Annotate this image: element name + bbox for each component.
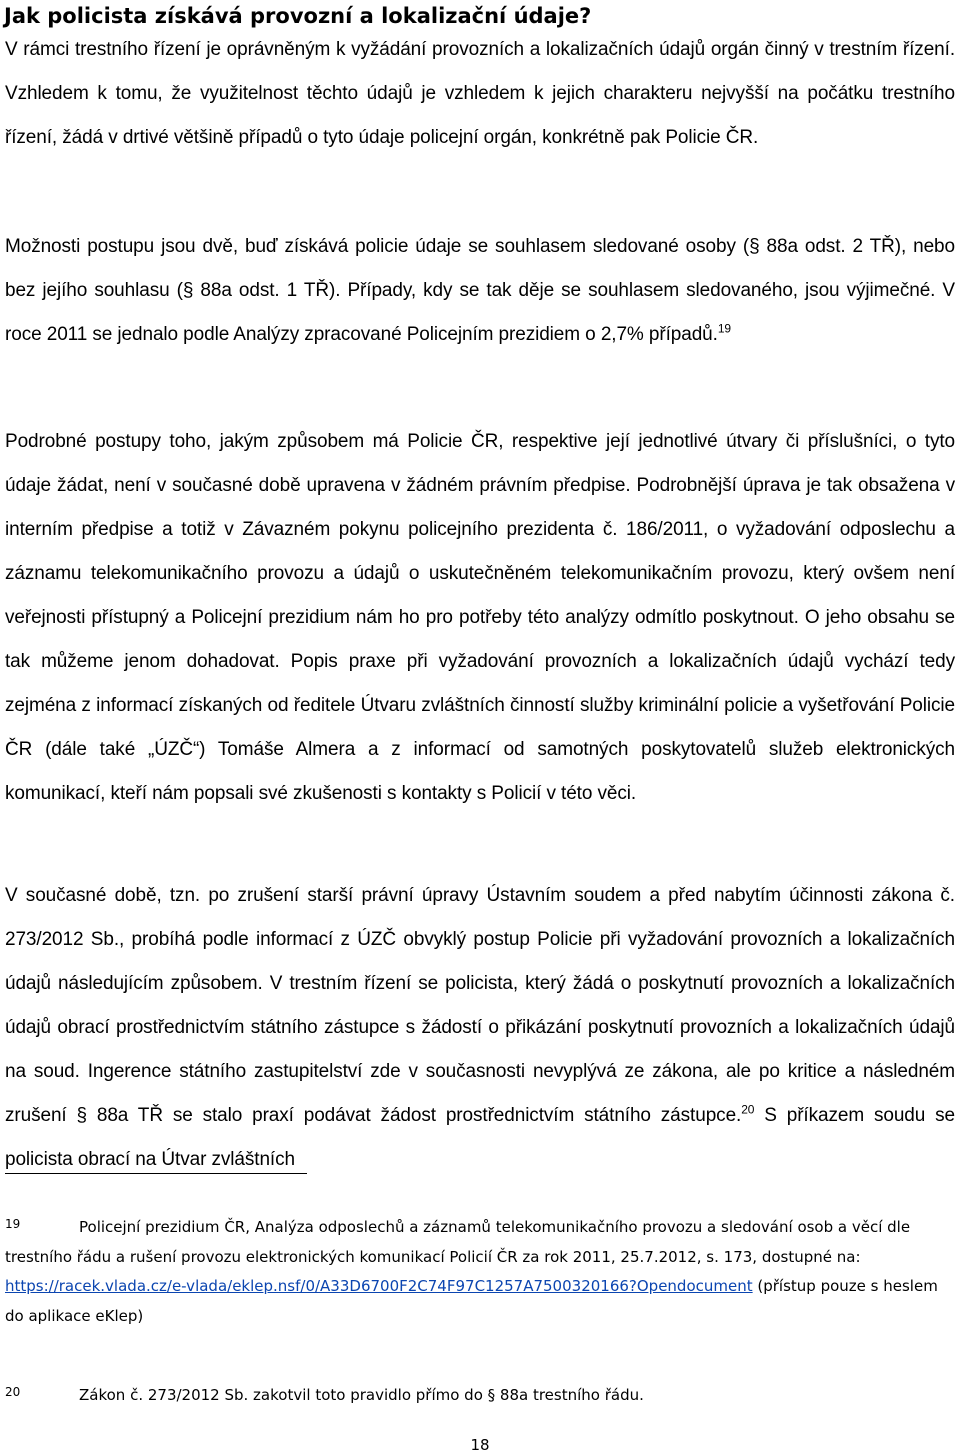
paragraph-2-text: Možnosti postupu jsou dvě, buď získává policie údaje se souhlasem sledované osoby (§ 88a odst. 2 TŘ), nebo bez jejího souhlasu (§ 88a odst. 1 TŘ). Případy, kdy se tak děje se souhlasem sledovaného, jsou výjimečné. V roce 2011 se jednalo podle Analýzy zpracované Policejním prezidiem o 2,7% případů. [5, 236, 955, 345]
footnote-text-after: (přístup pouze s heslem do aplikace eKlep) [5, 1277, 938, 1325]
paragraph-4 [5, 874, 955, 1182]
footnote-number: 19 [5, 1217, 21, 1231]
footnote-link[interactable]: https://racek.vlada.cz/e-vlada/eklep.nsf/0/A33D6700F2C74F97C1257A7500320166?Opendocument [5, 1277, 753, 1295]
footnote-number: 20 [5, 1385, 21, 1399]
footnote-text: Zákon č. 273/2012 Sb. zakotvil toto pravidlo přímo do § 88a trestního řádu. [79, 1386, 644, 1404]
footnote-text: Policejní prezidium ČR, Analýza odposlechů a záznamů telekomunikačního provozu a sledování osob a věcí dle trestního řádu a rušení provozu elektronických komunikací Policií ČR za rok 2011, 25.7.2012, s. 173, dostupné na: [5, 1218, 911, 1266]
paragraph-1: V rámci trestního řízení je oprávněným k vyžádání provozních a lokalizačních údajů orgán činný v trestním řízení. Vzhledem k tomu, že využitelnost těchto údajů je vzhledem k jejich charakteru nejvyšší na počátku trestního řízení, žádá v drtivé většině případů o tyto údaje policejní orgán, konkrétně pak Policie ČR. [5, 39, 955, 148]
section-heading: Jak policista získává provozní a lokalizační údaje? [4, 4, 592, 28]
paragraph-4-text-cont: S příkazem soudu se policista obrací na Útvar zvláštních [5, 1105, 955, 1170]
footnote-separator [5, 1173, 307, 1174]
paragraph-2 [5, 225, 955, 357]
page-number: 18 [470, 1436, 490, 1454]
footnote-20 [5, 1381, 945, 1411]
footnote-ref-19[interactable]: 19 [717, 321, 731, 336]
paragraph-4-text: V současné době, tzn. po zrušení starší právní úpravy Ústavním soudem a před nabytím účinnosti zákona č. 273/2012 Sb., probíhá podle informací z ÚZČ obvyklý postup Policie při vyžadování provozních a lokalizačních údajů následujícím způsobem. V trestním řízení se policista, který žádá o poskytnutí provozních a lokalizačních údajů obrací prostřednictvím státního zástupce s žádostí o přikázání poskytnutí provozních a lokalizačních údajů na soud. Ingerence státního zastupitelství zde v současnosti nevyplývá ze zákona, ale po kritice a následném zrušení § 88a TŘ se stalo praxí podávat žádost prostřednictvím státního zástupce. [5, 885, 955, 1126]
paragraph-3: Podrobné postupy toho, jakým způsobem má Policie ČR, respektive její jednotlivé útvary či příslušníci, o tyto údaje žádat, není v současné době upravena v žádném právním předpise. Podrobnější úprava je tak obsažena v interním předpise a totiž v Závazném pokynu policejního prezidenta č. 186/2011, o vyžadování odposlechu a záznamu telekomunikačního provozu a údajů o uskutečněném telekomunikačním provozu, který ovšem není veřejnosti přístupný a Policejní prezidium nám ho pro potřeby této analýzy odmítlo poskytnout. O jeho obsahu se tak můžeme jenom dohadovat. Popis praxe při vyžadování provozních a lokalizačních údajů vychází tedy zejména z informací získaných od ředitele Útvaru zvláštních činností služby kriminální policie a vyšetřování Policie ČR (dále také „ÚZČ“) Tomáše Almera a z informací od samotných poskytovatelů služeb elektronických komunikací, kteří nám popsali své zkušenosti s kontakty s Policií v této věci. [5, 431, 955, 804]
footnote-19 [5, 1213, 945, 1331]
footnote-ref-20[interactable]: 20 [741, 1102, 755, 1117]
